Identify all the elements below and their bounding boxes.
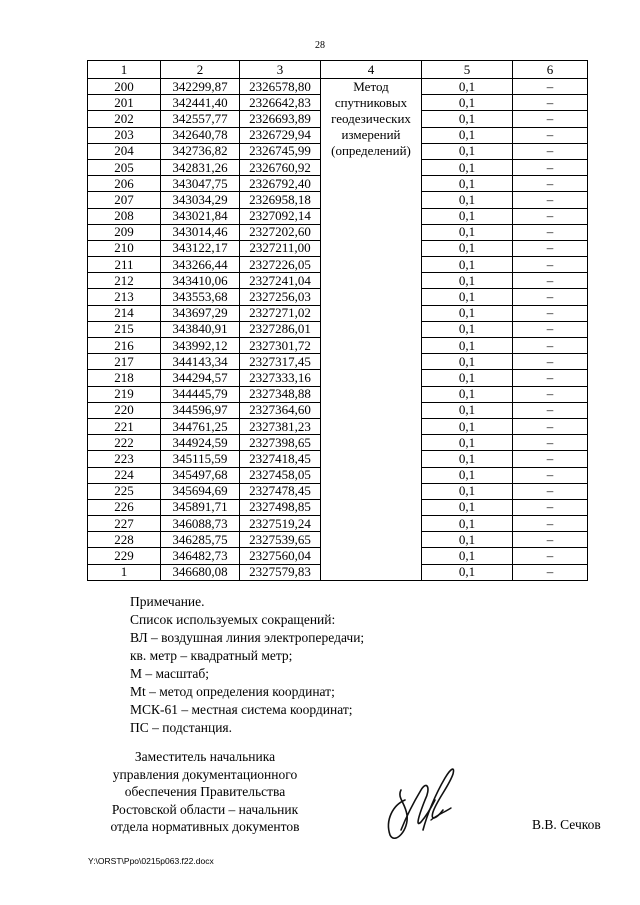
description-cell: – [513, 176, 588, 192]
accuracy-cell: 0,1 [422, 273, 513, 289]
description-cell: – [513, 224, 588, 240]
point-number-cell: 202 [88, 111, 161, 127]
point-number-cell: 221 [88, 418, 161, 434]
accuracy-cell: 0,1 [422, 418, 513, 434]
description-cell: – [513, 127, 588, 143]
column-header: 2 [161, 61, 240, 79]
column-header: 4 [321, 61, 422, 79]
point-number-cell: 210 [88, 240, 161, 256]
y-coordinate-cell: 2326578,80 [240, 79, 321, 95]
x-coordinate-cell: 344924,59 [161, 435, 240, 451]
description-cell: – [513, 208, 588, 224]
signer-title-line: отдела нормативных документов [110, 819, 300, 834]
accuracy-cell: 0,1 [422, 176, 513, 192]
description-cell: – [513, 95, 588, 111]
y-coordinate-cell: 2327478,45 [240, 483, 321, 499]
y-coordinate-cell: 2326693,89 [240, 111, 321, 127]
x-coordinate-cell: 343047,75 [161, 176, 240, 192]
y-coordinate-cell: 2327539,65 [240, 532, 321, 548]
accuracy-cell: 0,1 [422, 516, 513, 532]
note-line: Список используемых сокращений: [130, 612, 336, 627]
description-cell: – [513, 354, 588, 370]
file-path: Y:\ORST\Ppo\0215p063.f22.docx [88, 856, 214, 866]
y-coordinate-cell: 2327226,05 [240, 257, 321, 273]
point-number-cell: 208 [88, 208, 161, 224]
x-coordinate-cell: 344294,57 [161, 370, 240, 386]
x-coordinate-cell: 344761,25 [161, 418, 240, 434]
accuracy-cell: 0,1 [422, 192, 513, 208]
accuracy-cell: 0,1 [422, 321, 513, 337]
x-coordinate-cell: 343553,68 [161, 289, 240, 305]
accuracy-cell: 0,1 [422, 79, 513, 95]
x-coordinate-cell: 346680,08 [161, 564, 240, 580]
accuracy-cell: 0,1 [422, 451, 513, 467]
note-line: Mt – метод определения координат; [130, 684, 335, 699]
point-number-cell: 213 [88, 289, 161, 305]
accuracy-cell: 0,1 [422, 354, 513, 370]
y-coordinate-cell: 2326729,94 [240, 127, 321, 143]
y-coordinate-cell: 2326760,92 [240, 159, 321, 175]
point-number-cell: 219 [88, 386, 161, 402]
x-coordinate-cell: 345115,59 [161, 451, 240, 467]
x-coordinate-cell: 342441,40 [161, 95, 240, 111]
description-cell: – [513, 467, 588, 483]
point-number-cell: 224 [88, 467, 161, 483]
y-coordinate-cell: 2326958,18 [240, 192, 321, 208]
y-coordinate-cell: 2327333,16 [240, 370, 321, 386]
y-coordinate-cell: 2327579,83 [240, 564, 321, 580]
accuracy-cell: 0,1 [422, 143, 513, 159]
signer-title [80, 748, 330, 836]
x-coordinate-cell: 343014,46 [161, 224, 240, 240]
description-cell: – [513, 240, 588, 256]
signer-name: В.В. Сечков [532, 817, 601, 832]
note-line: М – масштаб; [130, 666, 210, 681]
x-coordinate-cell: 345891,71 [161, 499, 240, 515]
description-cell: – [513, 402, 588, 418]
accuracy-cell: 0,1 [422, 402, 513, 418]
column-header: 3 [240, 61, 321, 79]
signer-title-line: управления документационного [112, 766, 298, 782]
x-coordinate-cell: 346088,73 [161, 516, 240, 532]
accuracy-cell: 0,1 [422, 467, 513, 483]
description-cell: – [513, 321, 588, 337]
y-coordinate-cell: 2327301,72 [240, 338, 321, 354]
y-coordinate-cell: 2327560,04 [240, 548, 321, 564]
accuracy-cell: 0,1 [422, 548, 513, 564]
x-coordinate-cell: 342299,87 [161, 79, 240, 95]
point-number-cell: 201 [88, 95, 161, 111]
description-cell: – [513, 386, 588, 402]
accuracy-cell: 0,1 [422, 338, 513, 354]
y-coordinate-cell: 2327458,05 [240, 467, 321, 483]
page-number: 28 [315, 40, 325, 51]
description-cell: – [513, 192, 588, 208]
accuracy-cell: 0,1 [422, 257, 513, 273]
y-coordinate-cell: 2327398,65 [240, 435, 321, 451]
accuracy-cell: 0,1 [422, 435, 513, 451]
note-line: Примечание. [130, 594, 205, 609]
y-coordinate-cell: 2327286,01 [240, 321, 321, 337]
method-cell: Метод спутниковых геодезических измерений (определений) [321, 79, 422, 581]
accuracy-cell: 0,1 [422, 240, 513, 256]
x-coordinate-cell: 342640,78 [161, 127, 240, 143]
x-coordinate-cell: 346482,73 [161, 548, 240, 564]
y-coordinate-cell: 2327348,88 [240, 386, 321, 402]
y-coordinate-cell: 2327364,60 [240, 402, 321, 418]
description-cell: – [513, 483, 588, 499]
x-coordinate-cell: 343266,44 [161, 257, 240, 273]
description-cell: – [513, 143, 588, 159]
accuracy-cell: 0,1 [422, 289, 513, 305]
point-number-cell: 229 [88, 548, 161, 564]
point-number-cell: 227 [88, 516, 161, 532]
y-coordinate-cell: 2327241,04 [240, 273, 321, 289]
note-line: кв. метр – квадратный метр; [130, 648, 293, 663]
y-coordinate-cell: 2326745,99 [240, 143, 321, 159]
description-cell: – [513, 370, 588, 386]
y-coordinate-cell: 2326792,40 [240, 176, 321, 192]
signer-title-line: Заместитель начальника [134, 749, 276, 764]
y-coordinate-cell: 2327317,45 [240, 354, 321, 370]
point-number-cell: 1 [88, 564, 161, 580]
point-number-cell: 225 [88, 483, 161, 499]
description-cell: – [513, 257, 588, 273]
x-coordinate-cell: 343840,91 [161, 321, 240, 337]
y-coordinate-cell: 2327202,60 [240, 224, 321, 240]
note-line: ВЛ – воздушная линия электропередачи; [130, 630, 365, 645]
description-cell: – [513, 418, 588, 434]
column-header: 6 [513, 61, 588, 79]
point-number-cell: 214 [88, 305, 161, 321]
note-line: МСК-61 – местная система координат; [130, 702, 353, 717]
description-cell: – [513, 516, 588, 532]
description-cell: – [513, 338, 588, 354]
notes-section [130, 593, 364, 737]
coordinates-table [87, 60, 588, 581]
accuracy-cell: 0,1 [422, 386, 513, 402]
description-cell: – [513, 79, 588, 95]
x-coordinate-cell: 343410,06 [161, 273, 240, 289]
y-coordinate-cell: 2327256,03 [240, 289, 321, 305]
point-number-cell: 204 [88, 143, 161, 159]
x-coordinate-cell: 343034,29 [161, 192, 240, 208]
accuracy-cell: 0,1 [422, 370, 513, 386]
y-coordinate-cell: 2327519,24 [240, 516, 321, 532]
accuracy-cell: 0,1 [422, 111, 513, 127]
point-number-cell: 211 [88, 257, 161, 273]
x-coordinate-cell: 345694,69 [161, 483, 240, 499]
x-coordinate-cell: 343021,84 [161, 208, 240, 224]
point-number-cell: 200 [88, 79, 161, 95]
x-coordinate-cell: 342831,26 [161, 159, 240, 175]
description-cell: – [513, 548, 588, 564]
point-number-cell: 203 [88, 127, 161, 143]
signer-title-line: Ростовской области – начальник [111, 801, 299, 817]
y-coordinate-cell: 2327498,85 [240, 499, 321, 515]
description-cell: – [513, 305, 588, 321]
accuracy-cell: 0,1 [422, 208, 513, 224]
point-number-cell: 218 [88, 370, 161, 386]
description-cell: – [513, 532, 588, 548]
point-number-cell: 206 [88, 176, 161, 192]
accuracy-cell: 0,1 [422, 499, 513, 515]
description-cell: – [513, 159, 588, 175]
x-coordinate-cell: 343992,12 [161, 338, 240, 354]
note-line: ПС – подстанция. [130, 720, 233, 735]
accuracy-cell: 0,1 [422, 483, 513, 499]
y-coordinate-cell: 2327271,02 [240, 305, 321, 321]
description-cell: – [513, 273, 588, 289]
column-header: 5 [422, 61, 513, 79]
x-coordinate-cell: 344143,34 [161, 354, 240, 370]
point-number-cell: 212 [88, 273, 161, 289]
point-number-cell: 217 [88, 354, 161, 370]
point-number-cell: 226 [88, 499, 161, 515]
accuracy-cell: 0,1 [422, 532, 513, 548]
point-number-cell: 205 [88, 159, 161, 175]
point-number-cell: 207 [88, 192, 161, 208]
accuracy-cell: 0,1 [422, 127, 513, 143]
point-number-cell: 216 [88, 338, 161, 354]
x-coordinate-cell: 346285,75 [161, 532, 240, 548]
handwritten-signature [375, 760, 465, 845]
description-cell: – [513, 451, 588, 467]
y-coordinate-cell: 2327418,45 [240, 451, 321, 467]
x-coordinate-cell: 344445,79 [161, 386, 240, 402]
y-coordinate-cell: 2327092,14 [240, 208, 321, 224]
x-coordinate-cell: 343697,29 [161, 305, 240, 321]
point-number-cell: 228 [88, 532, 161, 548]
y-coordinate-cell: 2327211,00 [240, 240, 321, 256]
x-coordinate-cell: 345497,68 [161, 467, 240, 483]
x-coordinate-cell: 342736,82 [161, 143, 240, 159]
accuracy-cell: 0,1 [422, 224, 513, 240]
description-cell: – [513, 289, 588, 305]
table-row [88, 79, 588, 95]
accuracy-cell: 0,1 [422, 95, 513, 111]
description-cell: – [513, 564, 588, 580]
signer-title-line: обеспечения Правительства [124, 784, 286, 799]
description-cell: – [513, 499, 588, 515]
accuracy-cell: 0,1 [422, 564, 513, 580]
x-coordinate-cell: 342557,77 [161, 111, 240, 127]
accuracy-cell: 0,1 [422, 305, 513, 321]
point-number-cell: 220 [88, 402, 161, 418]
point-number-cell: 215 [88, 321, 161, 337]
accuracy-cell: 0,1 [422, 159, 513, 175]
point-number-cell: 222 [88, 435, 161, 451]
point-number-cell: 209 [88, 224, 161, 240]
x-coordinate-cell: 344596,97 [161, 402, 240, 418]
point-number-cell: 223 [88, 451, 161, 467]
description-cell: – [513, 111, 588, 127]
y-coordinate-cell: 2326642,83 [240, 95, 321, 111]
column-header: 1 [88, 61, 161, 79]
description-cell: – [513, 435, 588, 451]
y-coordinate-cell: 2327381,23 [240, 418, 321, 434]
x-coordinate-cell: 343122,17 [161, 240, 240, 256]
table-header-row [88, 61, 588, 79]
